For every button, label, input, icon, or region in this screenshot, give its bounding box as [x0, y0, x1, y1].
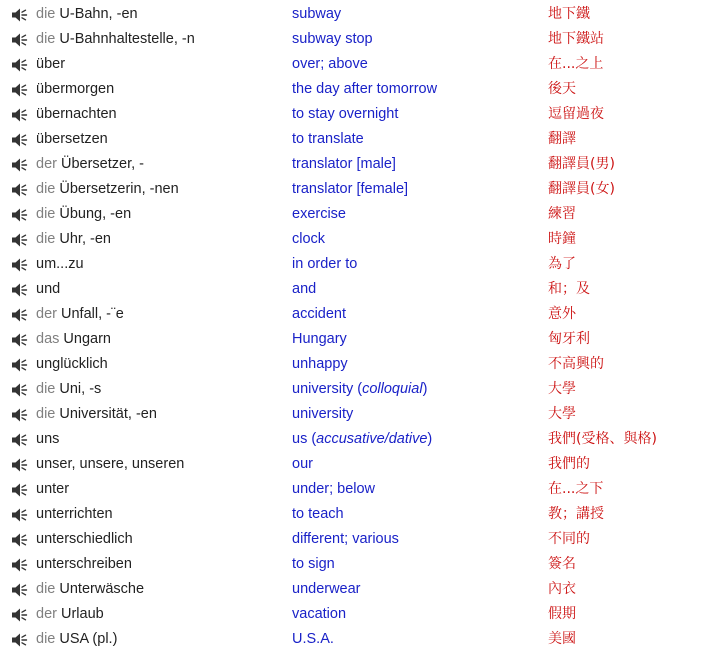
vocabulary-row	[0, 302, 720, 327]
speaker-icon[interactable]	[11, 382, 29, 398]
german-word: USA (pl.)	[59, 631, 118, 647]
english-text: to teach	[292, 506, 344, 522]
article: die	[36, 181, 56, 197]
german-word: um...zu	[36, 256, 84, 272]
english-translation	[292, 177, 408, 202]
english-translation	[292, 602, 346, 627]
german-word: U-Bahnhaltestelle, -n	[59, 31, 195, 47]
speaker-icon[interactable]	[11, 7, 29, 23]
chinese-translation: 大學	[548, 406, 576, 422]
english-text: and	[292, 281, 317, 297]
vocabulary-row	[0, 152, 720, 177]
article: die	[36, 6, 56, 22]
chinese-translation: 大學	[548, 381, 576, 397]
english-text-end: )	[422, 381, 428, 397]
english-translation	[292, 377, 427, 402]
speaker-icon[interactable]	[11, 82, 29, 98]
chinese-translation: 在...之上	[548, 56, 604, 72]
english-text: university (	[292, 381, 363, 397]
vocabulary-row	[0, 427, 720, 452]
speaker-icon[interactable]	[11, 432, 29, 448]
speaker-icon[interactable]	[11, 32, 29, 48]
english-translation	[292, 552, 335, 577]
german-word: unterrichten	[36, 506, 113, 522]
chinese-translation: 我們的	[548, 456, 590, 472]
speaker-icon[interactable]	[11, 132, 29, 148]
german-word: Übersetzerin, -nen	[59, 181, 179, 197]
english-translation	[292, 627, 334, 652]
german-word: übernachten	[36, 106, 117, 122]
chinese-translation: 我們(受格、與格)	[548, 431, 657, 447]
speaker-icon[interactable]	[11, 507, 29, 523]
vocabulary-row	[0, 527, 720, 552]
speaker-icon[interactable]	[11, 457, 29, 473]
speaker-icon[interactable]	[11, 407, 29, 423]
german-term	[36, 627, 117, 652]
speaker-icon[interactable]	[11, 532, 29, 548]
german-term	[36, 527, 133, 552]
german-word: unterschreiben	[36, 556, 132, 572]
german-word: unser, unsere, unseren	[36, 456, 185, 472]
vocabulary-row	[0, 452, 720, 477]
german-term	[36, 302, 124, 327]
german-word: übermorgen	[36, 81, 115, 97]
vocabulary-row	[0, 252, 720, 277]
german-term	[36, 127, 108, 152]
article: der	[36, 306, 57, 322]
chinese-translation: 假期	[548, 606, 576, 622]
chinese-translation: 翻譯員(男)	[548, 156, 615, 172]
vocabulary-row	[0, 102, 720, 127]
vocabulary-row	[0, 127, 720, 152]
english-text: U.S.A.	[292, 631, 334, 647]
vocabulary-row	[0, 202, 720, 227]
chinese-translation: 時鐘	[548, 231, 576, 247]
chinese-translation: 不高興的	[548, 356, 604, 372]
speaker-icon[interactable]	[11, 632, 29, 648]
german-term	[36, 552, 132, 577]
english-text: vacation	[292, 606, 347, 622]
speaker-icon[interactable]	[11, 557, 29, 573]
german-term	[36, 577, 144, 602]
vocabulary-row	[0, 27, 720, 52]
english-translation	[292, 277, 316, 302]
vocabulary-list	[0, 2, 720, 652]
german-term	[36, 252, 84, 277]
english-text: to stay overnight	[292, 106, 399, 122]
english-text: over; above	[292, 56, 368, 72]
german-term	[36, 177, 179, 202]
german-term	[36, 402, 157, 427]
article: die	[36, 406, 56, 422]
vocabulary-row	[0, 52, 720, 77]
german-word: Übung, -en	[59, 206, 132, 222]
english-translation	[292, 27, 373, 52]
english-text: to sign	[292, 556, 335, 572]
vocabulary-row	[0, 77, 720, 102]
article: die	[36, 31, 56, 47]
english-translation	[292, 102, 398, 127]
speaker-icon[interactable]	[11, 232, 29, 248]
chinese-translation: 匈牙利	[548, 331, 590, 347]
english-translation	[292, 352, 348, 377]
chinese-translation: 意外	[548, 306, 576, 322]
vocabulary-row	[0, 602, 720, 627]
english-translation	[292, 402, 353, 427]
english-text: accident	[292, 306, 347, 322]
german-word: Uhr, -en	[59, 231, 111, 247]
vocabulary-row	[0, 627, 720, 652]
english-text: subway	[292, 6, 342, 22]
english-text: clock	[292, 231, 326, 247]
german-term	[36, 477, 69, 502]
german-word: Urlaub	[61, 606, 104, 622]
german-term	[36, 52, 65, 77]
english-translation	[292, 227, 325, 252]
german-term	[36, 327, 111, 352]
english-text: under; below	[292, 481, 376, 497]
english-text: university	[292, 406, 354, 422]
german-word: Universität, -en	[59, 406, 157, 422]
chinese-translation: 不同的	[548, 531, 590, 547]
vocabulary-row	[0, 352, 720, 377]
speaker-icon[interactable]	[11, 282, 29, 298]
vocabulary-row	[0, 177, 720, 202]
english-translation	[292, 77, 437, 102]
german-term	[36, 202, 131, 227]
speaker-icon[interactable]	[11, 107, 29, 123]
german-word: Unfall, -¨e	[61, 306, 124, 322]
english-text: Hungary	[292, 331, 347, 347]
english-text: translator [male]	[292, 156, 396, 172]
vocabulary-row	[0, 502, 720, 527]
english-translation	[292, 427, 432, 452]
chinese-translation: 美國	[548, 631, 576, 647]
german-word: über	[36, 56, 66, 72]
german-term	[36, 27, 195, 52]
english-note: colloquial	[362, 381, 423, 397]
english-text: the day after tomorrow	[292, 81, 438, 97]
chinese-translation: 簽名	[548, 556, 576, 572]
chinese-translation: 後天	[548, 81, 576, 97]
chinese-translation: 逗留過夜	[548, 106, 604, 122]
speaker-icon[interactable]	[11, 482, 29, 498]
german-term	[36, 452, 184, 477]
vocabulary-row	[0, 2, 720, 27]
english-text: our	[292, 456, 313, 472]
english-text: translator [female]	[292, 181, 409, 197]
vocabulary-row	[0, 477, 720, 502]
speaker-icon[interactable]	[11, 307, 29, 323]
english-translation	[292, 477, 375, 502]
speaker-icon[interactable]	[11, 582, 29, 598]
english-translation	[292, 452, 313, 477]
vocabulary-row	[0, 227, 720, 252]
chinese-translation: 翻譯員(女)	[548, 181, 615, 197]
speaker-icon[interactable]	[11, 182, 29, 198]
english-text: to translate	[292, 131, 364, 147]
english-translation	[292, 502, 344, 527]
chinese-translation: 和；及	[548, 281, 590, 297]
english-translation	[292, 252, 357, 277]
chinese-translation: 為了	[548, 256, 576, 272]
speaker-icon[interactable]	[11, 157, 29, 173]
vocabulary-row	[0, 277, 720, 302]
german-term	[36, 602, 104, 627]
english-translation	[292, 302, 346, 327]
german-word: übersetzen	[36, 131, 108, 147]
vocabulary-row	[0, 577, 720, 602]
english-text: subway stop	[292, 31, 373, 47]
german-term	[36, 2, 138, 27]
german-term	[36, 77, 114, 102]
english-text: unhappy	[292, 356, 348, 372]
chinese-translation: 練習	[548, 206, 576, 222]
german-word: und	[36, 281, 61, 297]
english-text-end: )	[427, 431, 433, 447]
speaker-icon[interactable]	[11, 607, 29, 623]
english-translation	[292, 152, 396, 177]
article: die	[36, 631, 56, 647]
article: das	[36, 331, 60, 347]
english-translation	[292, 577, 361, 602]
english-text: underwear	[292, 581, 361, 597]
speaker-icon[interactable]	[11, 57, 29, 73]
vocabulary-row	[0, 327, 720, 352]
english-text: in order to	[292, 256, 358, 272]
english-translation	[292, 327, 347, 352]
german-word: unglücklich	[36, 356, 108, 372]
article: der	[36, 156, 57, 172]
german-word: uns	[36, 431, 60, 447]
speaker-icon[interactable]	[11, 357, 29, 373]
english-translation	[292, 527, 399, 552]
english-note: accusative/dative	[316, 431, 428, 447]
article: die	[36, 581, 56, 597]
chinese-translation: 教；講授	[548, 506, 604, 522]
vocabulary-row	[0, 377, 720, 402]
german-term	[36, 277, 60, 302]
speaker-icon[interactable]	[11, 332, 29, 348]
vocabulary-row	[0, 402, 720, 427]
german-word: Unterwäsche	[59, 581, 145, 597]
german-word: U-Bahn, -en	[59, 6, 138, 22]
german-word: unterschiedlich	[36, 531, 133, 547]
german-word: Übersetzer, -	[61, 156, 144, 172]
german-word: unter	[36, 481, 70, 497]
english-translation	[292, 202, 346, 227]
chinese-translation: 翻譯	[548, 131, 576, 147]
chinese-translation: 內衣	[548, 581, 576, 597]
article: der	[36, 606, 57, 622]
article: die	[36, 381, 56, 397]
german-term	[36, 352, 108, 377]
article: die	[36, 206, 56, 222]
english-translation	[292, 52, 368, 77]
german-term	[36, 377, 101, 402]
vocabulary-row	[0, 552, 720, 577]
article: die	[36, 231, 56, 247]
speaker-icon[interactable]	[11, 207, 29, 223]
english-translation	[292, 127, 364, 152]
chinese-translation: 在...之下	[548, 481, 604, 497]
english-text: exercise	[292, 206, 346, 222]
german-term	[36, 102, 117, 127]
german-term	[36, 502, 113, 527]
english-text: different; various	[292, 531, 399, 547]
german-word: Uni, -s	[59, 381, 102, 397]
german-term	[36, 152, 144, 177]
chinese-translation: 地下鐵	[548, 6, 590, 22]
german-term	[36, 427, 59, 452]
english-translation	[292, 2, 341, 27]
english-text: us (	[292, 431, 317, 447]
german-word: Ungarn	[63, 331, 111, 347]
speaker-icon[interactable]	[11, 257, 29, 273]
chinese-translation: 地下鐵站	[548, 31, 604, 47]
german-term	[36, 227, 111, 252]
